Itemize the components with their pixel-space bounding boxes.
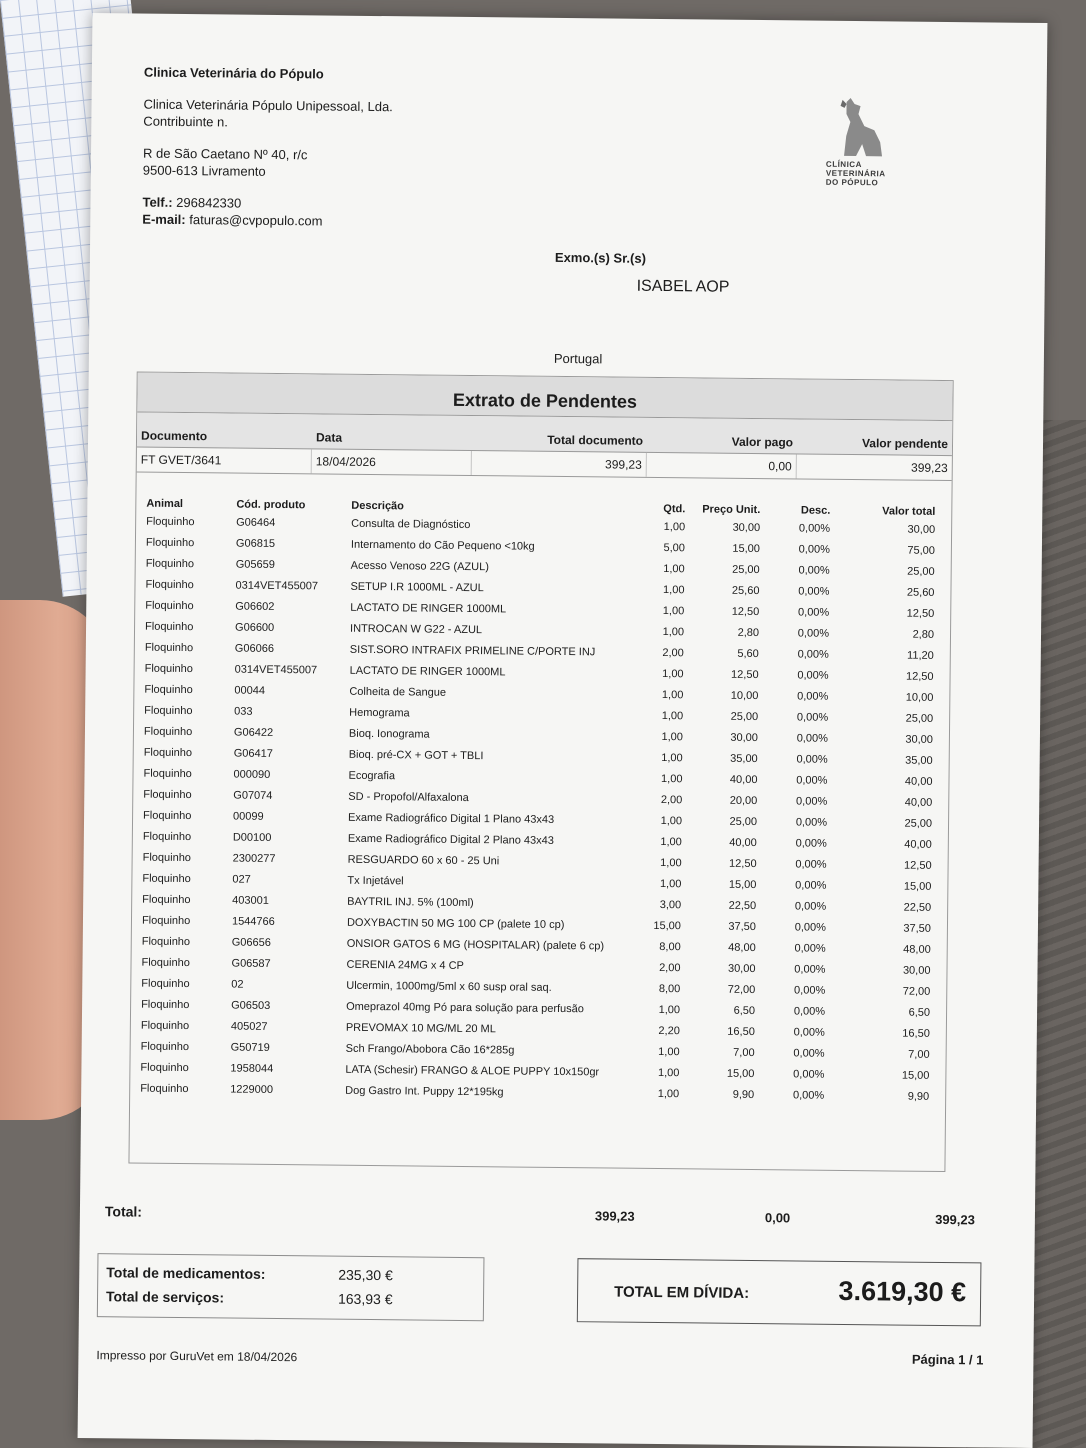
cell-animal: Floquinho [140,1061,189,1075]
cell-descricao: Tx Injetável [347,874,404,888]
cell-animal: Floquinho [141,998,190,1012]
cell-valor-total: 37,50 [903,922,932,935]
cell-desc: 0,00% [796,711,829,724]
cell-valor-total: 40,00 [904,838,932,851]
cell-descricao: Colheita de Sangue [349,685,447,699]
cell-desc: 0,00% [796,753,828,766]
cell-qtd: 1,00 [661,689,684,702]
cell-qtd: 1,00 [660,815,683,828]
dog-and-cat-icon [836,96,887,161]
cell-animal: Floquinho [143,809,192,823]
cell-preco: 20,00 [729,794,758,808]
cell-desc: 0,00% [795,837,827,850]
cell-desc: 0,00% [797,606,830,619]
cell-valor-total: 35,00 [905,754,933,767]
cell-animal: Floquinho [144,683,193,697]
cell-valor-total: 6,50 [908,1006,931,1019]
cell-desc: 0,00% [794,900,827,913]
cell-animal: Floquinho [143,725,193,739]
cell-codigo: G05659 [235,558,275,571]
clinic-contribuinte: Contribuinte n. [143,113,228,130]
servicos-value: 163,93 € [337,1290,393,1308]
col-descricao: Descrição [351,499,404,513]
cell-qtd: 2,00 [660,794,683,807]
col-qtd: Qtd. [663,503,686,516]
cell-valor-total: 30,00 [902,964,931,977]
servicos-label: Total de serviços: [105,1288,225,1306]
cell-codigo: 0314VET455007 [235,579,319,593]
cell-valor-total: 40,00 [904,775,933,788]
cell-animal: Floquinho [140,1040,190,1054]
cell-desc: 0,00% [798,543,830,556]
cell-qtd: 1,00 [661,710,684,723]
totals-row [104,1203,975,1228]
header-valor-pago: Valor pago [731,434,794,450]
cell-descricao: SIST.SORO INTRAFIX PRIMELINE C/PORTE INJ [349,643,596,659]
col-preco: Preço Unit. [702,503,761,517]
statement-box [128,372,953,1173]
totals-label: Total: [104,1203,143,1220]
cell-animal: Floquinho [142,830,192,844]
cell-preco: 25,60 [731,584,760,598]
cell-codigo: G06422 [233,726,274,739]
email-value: faturas@cvpopulo.com [189,212,323,229]
cell-valor-total: 25,00 [905,712,934,725]
clinic-legal-name: Clinica Veterinária Pópulo Unipessoal, Lda. [143,96,393,114]
clinic-address-line2: 9500-613 Livramento [142,162,266,180]
cell-preco: 7,00 [733,1046,755,1060]
cell-preco: 2,80 [737,626,760,640]
cell-valor-total: 9,90 [907,1090,930,1103]
cell-animal: Floquinho [140,1019,190,1033]
cell-valor-total: 7,00 [908,1048,930,1061]
cell-qtd: 8,00 [659,941,681,954]
cell-codigo: 1229000 [230,1083,274,1096]
medicamentos-label: Total de medicamentos: [106,1264,266,1282]
cell-codigo: G50719 [230,1041,270,1054]
cell-valor-total: 10,00 [905,691,934,704]
cell-preco: 5,60 [737,647,759,661]
cell-codigo: 1958044 [230,1062,274,1075]
cell-codigo: G06600 [234,621,275,634]
cell-preco: 9,90 [732,1088,755,1102]
cell-descricao: Omeprazol 40mg Pó para solução para perfusão [346,1000,585,1016]
total-debt-box [577,1258,982,1326]
cell-qtd: 1,00 [657,1088,680,1101]
cell-descricao: Bioq. pré-CX + GOT + TBLI [348,748,484,763]
cell-codigo: G06587 [231,957,271,970]
cell-qtd: 1,00 [662,605,685,618]
cell-descricao: Bioq. Ionograma [348,727,430,741]
statement-title: Extrato de Pendentes [137,373,952,422]
recipient-block [554,250,730,368]
cell-qtd: 1,00 [658,1046,680,1059]
cell-preco: 12,50 [731,605,760,619]
cell-descricao: Consulta de Diagnóstico [351,517,471,532]
cell-desc: 0,00% [797,690,829,703]
cell-desc: 0,00% [796,774,828,787]
cell-descricao: CERENIA 24MG x 4 CP [346,958,464,972]
cell-preco: 12,50 [729,857,757,871]
cell-descricao: Ecografia [348,769,396,783]
document-number: FT GVET/3641 [137,448,312,474]
cell-qtd: 1,00 [661,773,683,786]
cell-descricao: Dog Gastro Int. Puppy 12*195kg [345,1084,504,1099]
cell-desc: 0,00% [794,942,826,955]
cell-preco: 25,00 [730,710,759,724]
col-desc: Desc. [800,504,831,517]
clinic-email [142,211,391,231]
cell-animal: Floquinho [143,788,192,802]
cell-descricao: RESGUARDO 60 x 60 - 25 Uni [347,853,500,868]
cell-codigo: G06464 [236,516,276,529]
cell-valor-total: 48,00 [903,943,931,956]
cell-codigo: G06815 [235,537,276,550]
cell-animal: Floquinho [142,893,191,907]
cell-descricao: Exame Radiográfico Digital 1 Plano 43x43 [348,811,555,826]
cell-descricao: INTROCAN W G22 - AZUL [349,622,483,637]
clinic-header [142,64,393,231]
cell-descricao: Hemograma [349,706,410,720]
cell-descricao: SETUP I.R 1000ML - AZUL [350,580,484,595]
cell-animal: Floquinho [145,599,194,613]
cell-animal: Floquinho [144,704,193,718]
cell-preco: 6,50 [733,1004,756,1018]
cell-animal: Floquinho [145,620,194,634]
cell-valor-total: 16,50 [902,1027,930,1040]
cell-valor-total: 30,00 [907,523,936,536]
cell-valor-total: 12,50 [906,607,935,620]
cell-preco: 15,00 [732,542,760,556]
cell-valor-total: 25,00 [907,565,935,578]
items-table [130,495,951,1110]
cell-preco: 10,00 [730,689,759,703]
cell-preco: 30,00 [732,521,761,535]
recipient-name: ISABEL AOP [636,277,730,296]
cell-qtd: 2,20 [658,1025,680,1038]
cell-preco: 40,00 [729,836,757,850]
cell-animal: Floquinho [141,956,190,970]
clinic-address-line1: R de São Caetano Nº 40, r/c [142,145,308,162]
cell-preco: 30,00 [727,962,756,976]
cell-codigo: G07074 [233,789,273,802]
items-body [130,513,951,1110]
document-paid: 0,00 [647,453,797,479]
cell-descricao: Internamento do Cão Pequeno <10kg [350,538,535,553]
cell-qtd: 1,00 [657,1067,680,1080]
cell-qtd: 2,00 [662,647,684,660]
cell-desc: 0,00% [793,1068,825,1081]
cell-preco: 25,00 [732,563,760,577]
cell-animal: Floquinho [146,515,195,529]
cell-qtd: 1,00 [659,878,682,891]
document-date: 18/04/2026 [312,449,472,475]
header-total-documento: Total documento [547,432,644,448]
cell-desc: 0,00% [798,564,830,577]
cell-desc: 0,00% [798,585,830,598]
cell-preco: 15,00 [728,878,757,892]
total-debt-amount: 3.619,30 € [838,1275,967,1308]
cell-animal: Floquinho [141,935,191,949]
cell-qtd: 3,00 [659,899,682,912]
cell-codigo: 0314VET455007 [234,663,318,677]
logo-text: CLÍNICA VETERINÁRIA DO PÓPULO [825,159,886,188]
cell-valor-total: 75,00 [907,544,935,557]
cell-descricao: LACTATO DE RINGER 1000ML [350,601,507,616]
cell-codigo: G06417 [233,747,273,760]
email-label: E-mail: [142,211,186,228]
col-animal: Animal [146,497,184,511]
cell-valor-total: 30,00 [905,733,933,746]
cell-animal: Floquinho [144,662,194,676]
cell-animal: Floquinho [141,977,190,991]
cell-animal: Floquinho [143,767,192,781]
cell-preco: 37,50 [728,920,757,934]
header-valor-pendente: Valor pendente [861,436,949,452]
header-documento: Documento [140,428,208,444]
cell-preco: 22,50 [728,899,757,913]
cell-qtd: 1,00 [660,836,682,849]
summary-box [97,1253,485,1321]
cell-codigo: 403001 [232,894,269,907]
totals-valor-pendente: 399,23 [935,1211,975,1228]
cell-descricao: LATA (Schesir) FRANGO & ALOE PUPPY 10x150gr [345,1063,600,1079]
cell-desc: 0,00% [798,522,831,535]
phone-value: 296842330 [176,194,242,211]
cell-desc: 0,00% [795,816,828,829]
header-data: Data [315,430,343,445]
cell-codigo: G06503 [231,999,271,1012]
cell-animal: Floquinho [140,1082,189,1096]
cell-valor-total: 2,80 [912,628,935,641]
clinic-name: Clinica Veterinária do Pópulo [143,64,324,82]
clinic-logo [826,96,897,188]
printed-by: Impresso por GuruVet em 18/04/2026 [96,1348,298,1365]
cell-valor-total: 25,00 [904,817,933,830]
cell-preco: 16,50 [727,1025,755,1039]
cell-desc: 0,00% [795,879,827,892]
invoice-paper [78,13,1048,1448]
cell-descricao: PREVOMAX 10 MG/ML 20 ML [345,1021,496,1036]
cell-desc: 0,00% [792,1089,825,1102]
cell-qtd: 5,00 [663,542,685,555]
cell-animal: Floquinho [144,641,194,655]
cell-animal: Floquinho [145,557,195,571]
cell-valor-total: 72,00 [902,985,931,998]
cell-qtd: 1,00 [662,584,685,597]
recipient-salutation: Exmo.(s) Sr.(s) [554,249,647,266]
cell-descricao: Ulcermin, 1000mg/5ml x 60 susp oral saq. [346,979,552,994]
cell-desc: 0,00% [796,795,828,808]
cell-qtd: 1,00 [662,668,684,681]
cell-qtd: 1,00 [663,563,685,576]
cell-valor-total: 22,50 [903,901,932,914]
cell-desc: 0,00% [796,732,828,745]
cell-qtd: 1,00 [658,1004,681,1017]
cell-qtd: 2,00 [659,962,681,975]
cell-preco: 48,00 [728,941,756,955]
cell-desc: 0,00% [797,627,830,640]
cell-desc: 0,00% [793,1026,825,1039]
cell-descricao: Acesso Venoso 22G (AZUL) [350,559,489,574]
cell-desc: 0,00% [794,921,827,934]
cell-descricao: SD - Propofol/Alfaxalona [348,790,469,805]
cell-codigo: D00100 [232,831,272,844]
cell-animal: Floquinho [143,746,193,760]
cell-preco: 25,00 [729,815,758,829]
cell-qtd: 8,00 [658,983,681,996]
cell-animal: Floquinho [142,872,191,886]
cell-preco: 12,50 [730,668,759,682]
cell-valor-total: 15,00 [903,880,932,893]
cell-valor-total: 11,20 [907,649,934,662]
cell-codigo: 1544766 [231,915,275,928]
cell-codigo: G06602 [235,600,275,613]
cell-descricao: LACTATO DE RINGER 1000ML [349,664,506,679]
cell-animal: Floquinho [141,914,191,928]
cell-valor-total: 40,00 [904,796,933,809]
cell-codigo: 02 [231,978,244,991]
cell-qtd: 1,00 [662,626,685,639]
cell-preco: 35,00 [730,752,758,766]
document-pending: 399,23 [910,460,948,476]
cell-valor-total: 12,50 [905,670,934,683]
cell-qtd: 1,00 [660,857,682,870]
cell-descricao: BAYTRIL INJ. 5% (100ml) [347,895,474,910]
col-valor-total: Valor total [882,505,936,518]
cell-qtd: 1,00 [661,731,683,744]
cell-descricao: Sch Frango/Abobora Cão 16*285g [345,1042,515,1057]
cell-qtd: 15,00 [653,919,682,933]
cell-desc: 0,00% [794,984,826,997]
cell-codigo: 033 [234,705,253,718]
cell-descricao: DOXYBACTIN 50 MG 100 CP (palete 10 cp) [346,916,565,932]
cell-preco: 72,00 [727,983,756,997]
cell-codigo: 027 [232,873,251,886]
cell-desc: 0,00% [797,669,829,682]
cell-preco: 40,00 [729,773,758,787]
cell-codigo: 2300277 [232,852,276,866]
cell-descricao: Exame Radiográfico Digital 2 Plano 43x43 [347,832,554,847]
cell-preco: 30,00 [730,731,758,745]
totals-total-documento: 399,23 [594,1208,635,1224]
cell-valor-total: 12,50 [904,859,932,872]
cell-codigo: 000090 [233,768,271,781]
cell-qtd: 1,00 [663,521,686,534]
cell-codigo: 405027 [230,1020,268,1033]
cell-codigo: G06066 [234,642,275,655]
cell-animal: Floquinho [142,851,192,865]
total-debt-label: TOTAL EM DÍVIDA: [614,1283,750,1302]
cell-codigo: G06656 [231,936,271,949]
cell-desc: 0,00% [797,648,829,661]
cell-valor-total: 15,00 [901,1069,930,1082]
cell-qtd: 1,00 [661,752,683,765]
cell-codigo: 00044 [234,684,266,697]
cell-desc: 0,00% [795,858,827,871]
cell-animal: Floquinho [145,536,195,550]
cell-desc: 0,00% [793,1047,825,1060]
page-number: Página 1 / 1 [911,1351,984,1368]
cell-descricao: ONSIOR GATOS 6 MG (HOSPITALAR) (palete 6 cp) [346,937,605,953]
totals-valor-pago: 0,00 [764,1210,791,1226]
document-total: 399,23 [472,451,647,477]
cell-desc: 0,00% [793,1005,826,1018]
cell-valor-total: 25,60 [906,586,935,599]
recipient-country: Portugal [553,350,603,367]
col-codigo: Cód. produto [236,498,306,512]
cell-desc: 0,00% [794,963,826,976]
cell-preco: 15,00 [726,1067,755,1081]
cell-codigo: 00099 [233,810,264,823]
cell-animal: Floquinho [145,578,194,592]
phone-label: Telf.: [142,194,173,210]
medicamentos-value: 235,30 € [338,1266,393,1284]
